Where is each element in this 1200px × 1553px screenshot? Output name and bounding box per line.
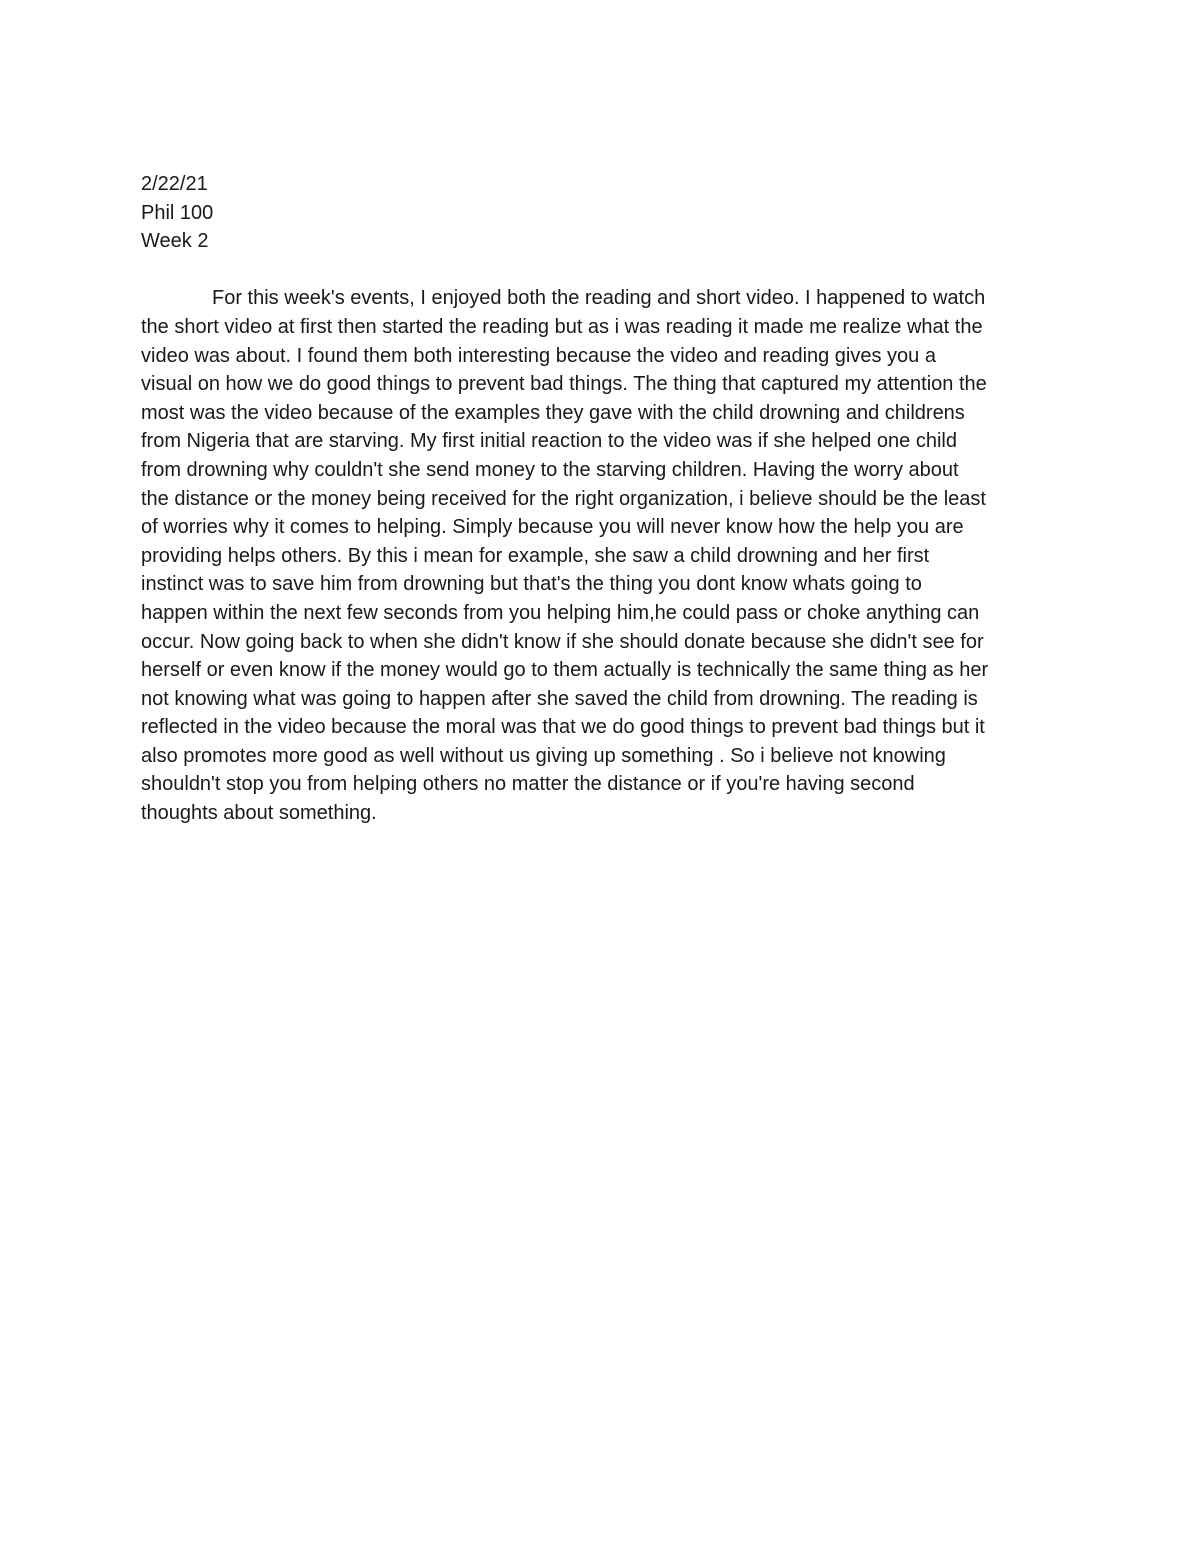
essay-line: reflected in the video because the moral was that we do good things to prevent bad things but it [141,716,985,739]
essay-line: the short video at first then started the reading but as i was reading it made me realize what the [141,315,983,338]
essay-line: happen within the next few seconds from you helping him,he could pass or choke anything can [141,601,980,624]
essay-line: For this week's events, I enjoyed both the reading and short video. I happened to watch [212,287,986,310]
course-line: Phil 100 [141,201,214,224]
essay-line: also promotes more good as well without us giving up something . So i believe not knowing [141,744,946,767]
essay-line: from drowning why couldn't she send money to the starving children. Having the worry about [141,458,959,481]
essay-line: shouldn't stop you from helping others no matter the distance or if you're having second [141,773,915,796]
essay-line: visual on how we do good things to prevent bad things. The thing that captured my attention the [141,373,987,396]
essay-line: most was the video because of the examples they gave with the child drowning and childrens [141,401,965,424]
date-line: 2/22/21 [141,173,208,195]
essay-line: occur. Now going back to when she didn't know if she should donate because she didn't see for [141,630,984,653]
essay-line: herself or even know if the money would go to them actually is technically the same thing as her [141,659,989,682]
essay-line: from Nigeria that are starving. My first initial reaction to the video was if she helped one child [141,430,957,453]
essay-line: thoughts about something. [141,802,377,825]
essay-line: video was about. I found them both interesting because the video and reading gives you a [141,344,936,367]
week-line: Week 2 [141,230,209,253]
essay-line: the distance or the money being received for the right organization, i believe should be the least [141,487,986,510]
essay-paragraph [141,284,1061,827]
header-spacer [141,256,1061,285]
essay-line: of worries why it comes to helping. Simply because you will never know how the help you are [141,516,964,539]
document-content [141,170,1061,828]
essay-line: providing helps others. By this i mean for example, she saw a child drowning and her first [141,544,930,567]
essay-line: instinct was to save him from drowning but that's the thing you dont know whats going to [141,573,922,596]
essay-line: not knowing what was going to happen after she saved the child from drowning. The reading is [141,687,978,710]
